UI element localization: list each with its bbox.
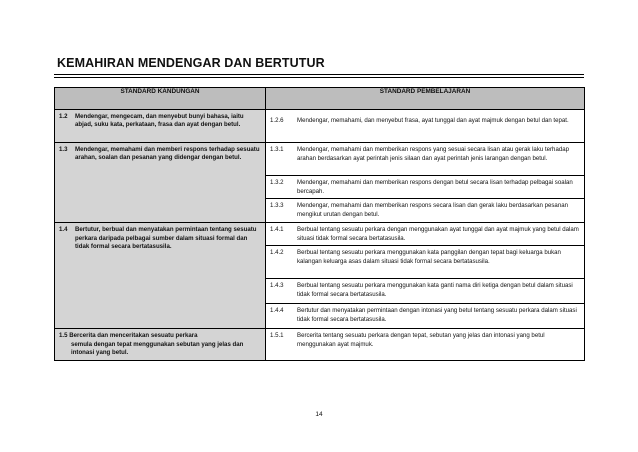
page-title: KEMAHIRAN MENDENGAR DAN BERTUTUR [57, 56, 325, 70]
sp-text: Berbual tentang sesuatu perkara menggunakan kata ganti nama diri ketiga dengan betul dalam situasi tidak formal secara bertatasusila. [297, 282, 573, 298]
title-rule-top [54, 74, 584, 75]
standards-table [54, 87, 585, 361]
sp-text: Bertutur dan menyatakan permintaan dengan intonasi yang betul tentang sesuatu perkara dalam situasi tidak formal secara bertatasusila. [297, 307, 577, 323]
sp-number: 1.3.2 [270, 179, 284, 186]
sp-text: Mendengar, memahami, dan menyebut frasa, ayat tunggal dan ayat majmuk dengan betul dan tepat. [297, 117, 569, 124]
sp-cell [266, 110, 585, 143]
sp-number: 1.5.1 [270, 332, 284, 340]
sp-text: Mendengar, memahami dan memberikan respons secara lisan dan gerak laku berdasarkan pesanan mengikut urutan dengan betul. [297, 202, 568, 218]
sp-text: Berbual tentang sesuatu perkara menggunakan kata panggilan dengan tepat bagi keluarga bukan kalangan keluarga asas dalam situasi tidak formal secara bertatasusila. [297, 249, 561, 265]
ks-number: 1.3 [59, 146, 68, 153]
header-standard-kandungan: STANDARD KANDUNGAN [55, 88, 266, 110]
sp-cell [266, 199, 585, 223]
ks-text-line1: Bercerita dan menceritakan sesuatu perkara [69, 332, 198, 340]
sp-number: 1.2.6 [270, 117, 284, 124]
title-rule-bottom [54, 77, 584, 78]
sp-cell [266, 176, 585, 199]
ks-cell [55, 143, 266, 223]
sp-cell [266, 143, 585, 176]
sp-text: Bercerita tentang sesuatu perkara dengan tepat, sebutan yang jelas dan intonasi yang betul menggunakan ayat majmuk. [297, 332, 545, 348]
sp-cell [266, 304, 585, 329]
ks-number: 1.4 [59, 226, 68, 234]
ks-number: 1.2 [59, 113, 68, 120]
ks-cell [55, 223, 266, 329]
table-row [55, 110, 585, 143]
sp-text: Mendengar, memahami dan memberikan respons yang sesuai secara lisan atau gerak laku terhadap arahan berdasarkan ayat perintah jenis silaan dan ayat perintah jenis larangan dengan betul. [297, 146, 570, 162]
sp-number: 1.3.1 [270, 146, 284, 153]
page-number: 14 [315, 411, 323, 418]
sp-cell [266, 279, 585, 304]
table-header-row [55, 88, 585, 110]
sp-number: 1.4.2 [270, 249, 284, 257]
sp-number: 1.4.4 [270, 307, 284, 315]
table-row [55, 223, 585, 246]
ks-number: 1.5 [59, 332, 68, 340]
sp-text: Berbual tentang sesuatu perkara dengan menggunakan ayat tunggal dan ayat majmuk yang betul dalam situasi tidak formal secara bertatasusila. [297, 226, 579, 242]
ks-text: Mendengar, mengecam, dan menyebut bunyi bahasa, iaitu abjad, suku kata, perkataan, frasa dan ayat dengan betul. [75, 113, 244, 129]
table-row [55, 329, 585, 360]
sp-cell [266, 246, 585, 279]
sp-text: Mendengar, memahami dan memberikan respons dengan betul secara lisan terhadap pelbagai soalan bercapah. [297, 179, 573, 195]
ks-cell [55, 110, 266, 143]
sp-number: 1.4.1 [270, 226, 284, 234]
ks-text-line2: semula dengan tepat menggunakan sebutan yang jelas dan intonasi yang betul. [71, 340, 244, 357]
table-row [55, 143, 585, 176]
header-standard-pembelajaran: STANDARD PEMBELAJARAN [266, 88, 585, 110]
ks-cell [55, 329, 266, 360]
ks-text: Mendengar, memahami dan memberi respons terhadap sesuatu arahan, soalan dan pesanan yang didengar dengan betul. [75, 146, 260, 162]
sp-number: 1.3.3 [270, 202, 284, 210]
sp-number: 1.4.3 [270, 282, 284, 290]
sp-cell [266, 329, 585, 360]
sp-cell [266, 223, 585, 246]
ks-text: Bertutur, berbual dan menyatakan permintaan tentang sesuatu perkara daripada pelbagai sumber dalam situasi formal dan tidak formal secara bertatasusila. [75, 226, 257, 250]
